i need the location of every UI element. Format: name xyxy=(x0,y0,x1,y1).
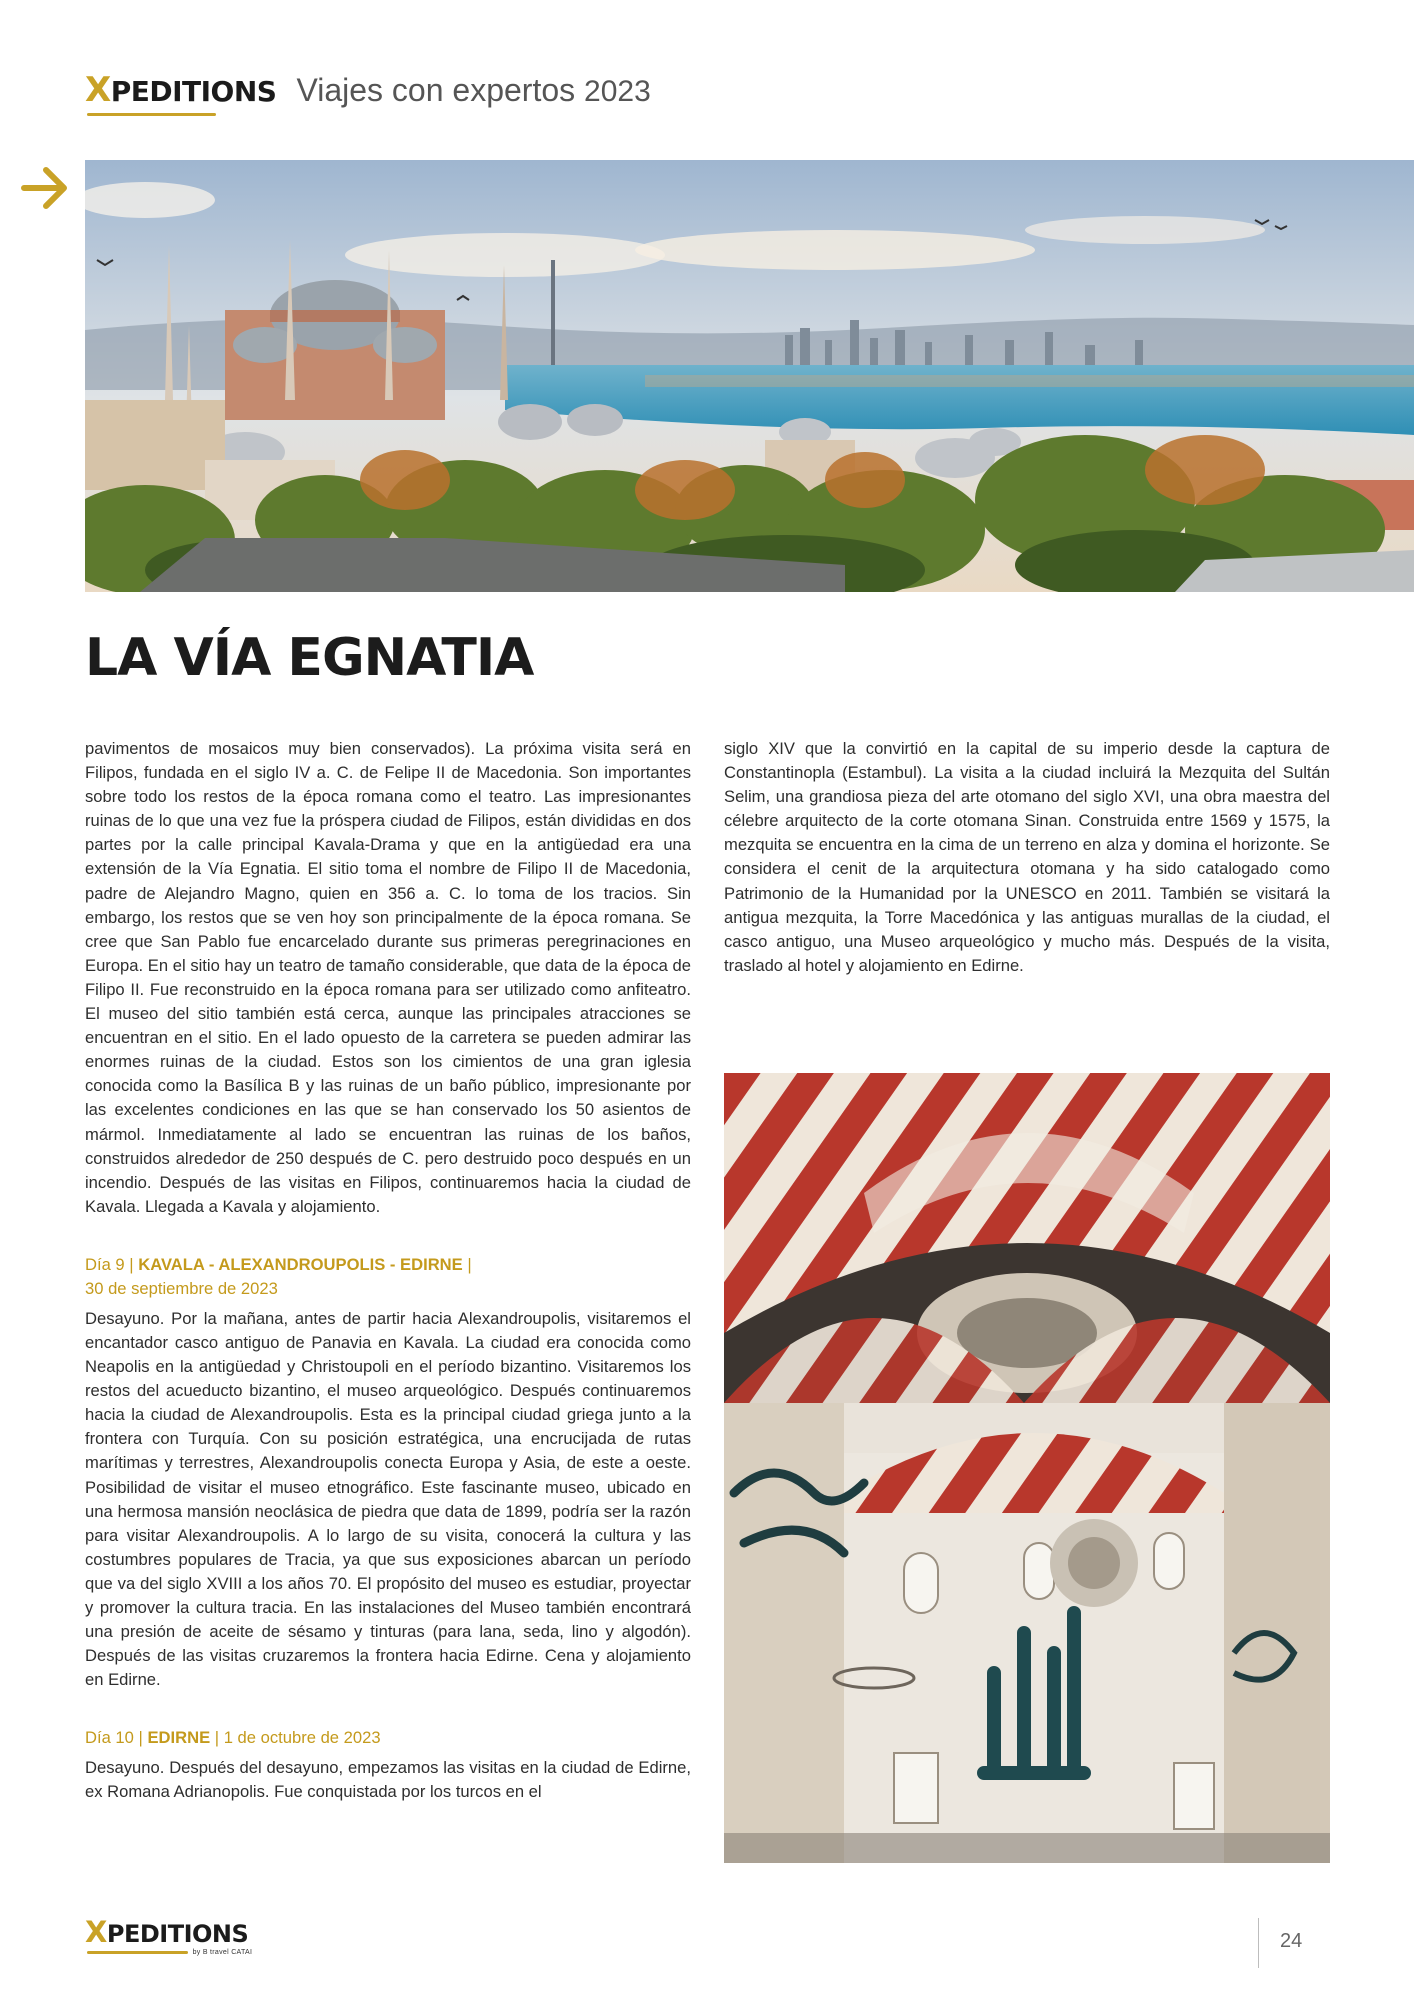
day10-paragraph: Desayuno. Después del desayuno, empezamos las visitas en la ciudad de Edirne, ex Romana Adrianopolis. Fue conquistada por los turcos en el xyxy=(85,1758,691,1802)
day10-date: 1 de octubre de 2023 xyxy=(223,1728,381,1748)
header-tagline: Viajes con expertos 2023 xyxy=(296,72,651,108)
day9-paragraph: Desayuno. Por la mañana, antes de partir hacia Alexandroupolis, visitaremos el encantador casco antiguo de Panavia en Kavala. La ciudad era conocida como Neapolis en la antigüedad y Christoupoli en el período bizantino. Visitaremos los restos del acueducto bizantino, el museo arqueológico. Después continuaremos hacia la ciudad de Alexandroupolis. Esta es la principal ciudad griega junto a la frontera con Turquía. Con su posición estratégica, una encrucijada de rutas marítimas y terrestres, Alexandroupolis conecta Europa y Asia, de este a oeste. Posibilidad de visitar el museo etnográfico. Este fascinante museo, ubicado en una hermosa mansión neoclásica de piedra que data de 1899, podría ser la razón para visitar Alexandroupolis. A lo largo de su visita, conocerá la cultura y las costumbres populares de Tracia, ya que sus exposiciones abarcan un período que va del siglo XVIII a los años 70. El propósito del museo es estudiar, proyectar y promover la cultura tracia. En las instalaciones del Museo también encontrará una presión de aceite de sésamo y tinturas (para lana, seda, lino y algodón). Después de las visitas cruzaremos la frontera hacia Edirne. Cena y alojamiento en Edirne. xyxy=(85,1308,691,1690)
xpeditions-logo: XPEDITIONS xyxy=(85,70,276,110)
day9-heading: Día 9 | KAVALA - ALEXANDROUPOLIS - EDIRNE | 30 de septiembre de 2023 xyxy=(85,1254,472,1298)
left-column xyxy=(85,737,691,1805)
page-number: 24 xyxy=(1280,1930,1303,1952)
header xyxy=(85,70,651,110)
istanbul-skyline-photo xyxy=(85,160,1414,592)
day10-route: EDIRNE xyxy=(147,1728,211,1748)
day9-date: 30 de septiembre de 2023 xyxy=(85,1278,278,1298)
arrow-right-icon xyxy=(18,158,70,218)
day10-label: Día 10 xyxy=(85,1728,134,1748)
header-year: 2023 xyxy=(584,75,651,108)
page-divider xyxy=(1258,1918,1259,1968)
right-column xyxy=(724,737,1330,978)
day9-route: KAVALA - ALEXANDROUPOLIS - EDIRNE xyxy=(138,1254,463,1274)
footer-logo: XPEDITIONS by B travel CATAI xyxy=(85,1915,253,1956)
mosque-interior-photo xyxy=(724,1073,1330,1863)
day10-heading: Día 10 | EDIRNE | 1 de octubre de 2023 xyxy=(85,1728,381,1748)
footer-byline: by B travel CATAI xyxy=(192,1949,253,1956)
day9-label: Día 9 xyxy=(85,1254,125,1274)
page-title: LA VÍA EGNATIA xyxy=(85,628,534,688)
intro-paragraph: pavimentos de mosaicos muy bien conservados). La próxima visita será en Filipos, fundada en el siglo IV a. C. de Felipe II de Macedonia. Son importantes sobre todo los restos de la época romana como el teatro. Las impresionantes ruinas de lo que una vez fue la próspera ciudad de Filipos, están divididas en dos partes por la calle principal Kavala-Drama y que en la antigüedad era una extensión de la Vía Egnatia. El sitio toma el nombre de Filipo II de Macedonia, padre de Alejandro Magno, quien en 356 a. C. lo toma de los tracios. Sin embargo, los restos que se ven hoy son principalmente de la época romana. Se cree que San Pablo fue encarcelado durante sus primeras peregrinaciones en Europa. En el sitio hay un teatro de tamaño considerable, que data de la época de Filipo II. Fue reconstruido en la época romana para ser utilizado como anfiteatro. El museo del sitio también está cerca, aunque las principales atracciones se encuentran en el sitio. En el lado opuesto de la carretera se pueden admirar las enormes ruinas de la ciudad. Estos son los cimientos de una gran iglesia conocida como la Basílica B y las ruinas de un baño público, impresionante por las excelentes condiciones en las que se han conservado los 50 asientos de mármol. Inmediatamente al lado se encuentran las ruinas de los baños, construidos alrededor de 250 después de C. pero destruido poco después en un incendio. Después de las visitas en Filipos, continuaremos hacia la ciudad de Kavala. Llegada a Kavala y alojamiento. xyxy=(85,739,691,1216)
right-paragraph: siglo XIV que la convirtió en la capital de su imperio desde la captura de Constantinopla (Estambul). La visita a la ciudad incluirá la Mezquita del Sultán Selim, una grandiosa pieza del arte otomano del siglo XVI, una obra maestra del célebre arquitecto de la corte otomana Sinan. Construida entre 1569 y 1575, la mezquita se encuentra en la cima de un terreno en alza y domina el horizonte. Se considera el cenit de la arquitectura otomana y ha sido catalogado como Patrimonio de la Humanidad por la UNESCO en 2011. También se visitará la antigua mezquita, la Torre Macedónica y las antiguas murallas de la ciudad, el casco antiguo, una Museo arqueológico y mucho más. Después de la visita, traslado al hotel y alojamiento en Edirne. xyxy=(724,739,1330,975)
